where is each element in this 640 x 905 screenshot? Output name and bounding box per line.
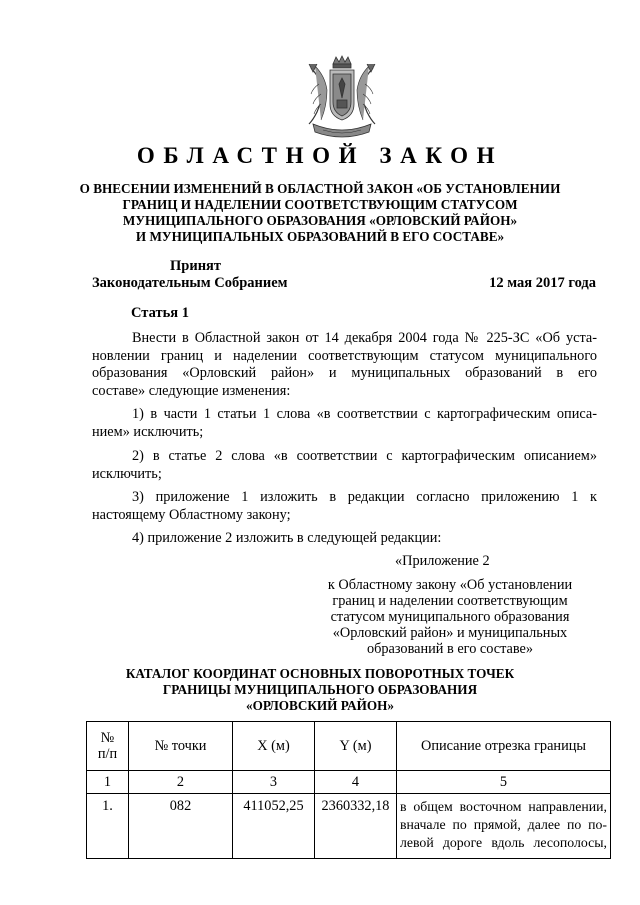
appendix-line: границ и наделении соответствующим (332, 593, 568, 609)
paragraph-item-4 (92, 530, 597, 548)
law-subject-line: И МУНИЦИПАЛЬНЫХ ОБРАЗОВАНИЙ В ЕГО СОСТАВЕ» (135, 229, 505, 244)
column-number: 4 (315, 771, 397, 794)
paragraph-intro (92, 330, 597, 400)
description-line: в общем восточном направлении, (400, 799, 607, 814)
paragraph-line: 4) приложение 2 изложить в следующей редакции: (132, 530, 442, 546)
adopted-label: Принят (170, 258, 222, 274)
column-number-row (87, 771, 611, 794)
law-subject-line: ГРАНИЦ И НАДЕЛЕНИИ СООТВЕТСТВУЮЩИМ СТАТУСОМ (122, 197, 518, 212)
description-line: левой дороге вдоль лесополосы, (400, 835, 607, 850)
paragraph-line: 2) в статье 2 слова «в соответствии с картографическим описанием» (132, 448, 597, 464)
paragraph-line: новлении границ и наделении соответствующим статусом муниципального (92, 347, 597, 364)
column-number: 5 (397, 771, 611, 794)
article-heading: Статья 1 (131, 305, 189, 321)
paragraph-line: 3) приложение 1 изложить в редакции согласно приложению 1 к (132, 489, 597, 505)
appendix-line: образований в его составе» (366, 641, 534, 657)
catalog-title (60, 666, 580, 714)
catalog-title-line: ГРАНИЦЫ МУНИЦИПАЛЬНОГО ОБРАЗОВАНИЯ (162, 682, 478, 697)
law-subject (60, 181, 580, 245)
paragraph-line: составе» следующие изменения: (92, 382, 291, 399)
appendix-line: «Орловский район» и муниципальных (332, 625, 568, 641)
cell-description (397, 794, 611, 859)
header-x: X (м) (233, 722, 315, 771)
coat-of-arms-emblem (303, 54, 381, 140)
header-description: Описание отрезка границы (397, 722, 611, 771)
catalog-title-line: «ОРЛОВСКИЙ РАЙОН» (246, 698, 394, 713)
law-subject-line: О ВНЕСЕНИИ ИЗМЕНЕНИЙ В ОБЛАСТНОЙ ЗАКОН «ОБ УСТАНОВЛЕНИИ (79, 181, 561, 196)
appendix-line: к Областному закону «Об установлении (327, 577, 573, 593)
header-row-number (87, 722, 129, 771)
cell-y: 2360332,18 (315, 794, 397, 859)
column-number: 1 (87, 771, 129, 794)
appendix-reference (305, 577, 595, 657)
adopted-by: Законодательным Собранием (92, 275, 288, 291)
paragraph-item-1 (92, 406, 597, 441)
column-number: 3 (233, 771, 315, 794)
header-row-number-line: № (100, 730, 115, 746)
cell-x: 411052,25 (233, 794, 315, 859)
law-subject-line: МУНИЦИПАЛЬНОГО ОБРАЗОВАНИЯ «ОРЛОВСКИЙ РАЙОН» (122, 213, 518, 228)
column-number: 2 (129, 771, 233, 794)
paragraph-line: настоящему Областному закону; (92, 506, 291, 523)
cell-row-number: 1. (87, 794, 129, 859)
paragraph-line: образования «Орловский район» и муниципальных образований в его (92, 365, 597, 382)
paragraph-item-2 (92, 448, 597, 483)
cell-point-number: 082 (129, 794, 233, 859)
paragraph-line: нием» исключить; (92, 423, 204, 440)
appendix-heading: «Приложение 2 (395, 553, 490, 569)
description-line: вначале по прямой, далее по по- (400, 817, 607, 832)
coordinates-table (86, 721, 611, 859)
appendix-line: статусом муниципального образования (330, 609, 570, 625)
paragraph-line: 1) в части 1 статьи 1 слова «в соответствии с картографическим описа- (132, 406, 597, 422)
paragraph-item-3 (92, 489, 597, 524)
adoption-date: 12 мая 2017 года (489, 275, 596, 291)
header-y: Y (м) (315, 722, 397, 771)
law-title: ОБЛАСТНОЙ ЗАКОН (136, 143, 504, 168)
paragraph-line: Внести в Областной закон от 14 декабря 2004 года № 225-ЗС «Об уста- (132, 330, 597, 346)
paragraph-line: исключить; (92, 465, 162, 482)
catalog-title-line: КАТАЛОГ КООРДИНАТ ОСНОВНЫХ ПОВОРОТНЫХ ТОЧЕК (125, 666, 515, 681)
table-header-row (87, 722, 611, 771)
table-row (87, 794, 611, 859)
header-row-number-line: п/п (97, 746, 118, 762)
header-point-number: № точки (129, 722, 233, 771)
